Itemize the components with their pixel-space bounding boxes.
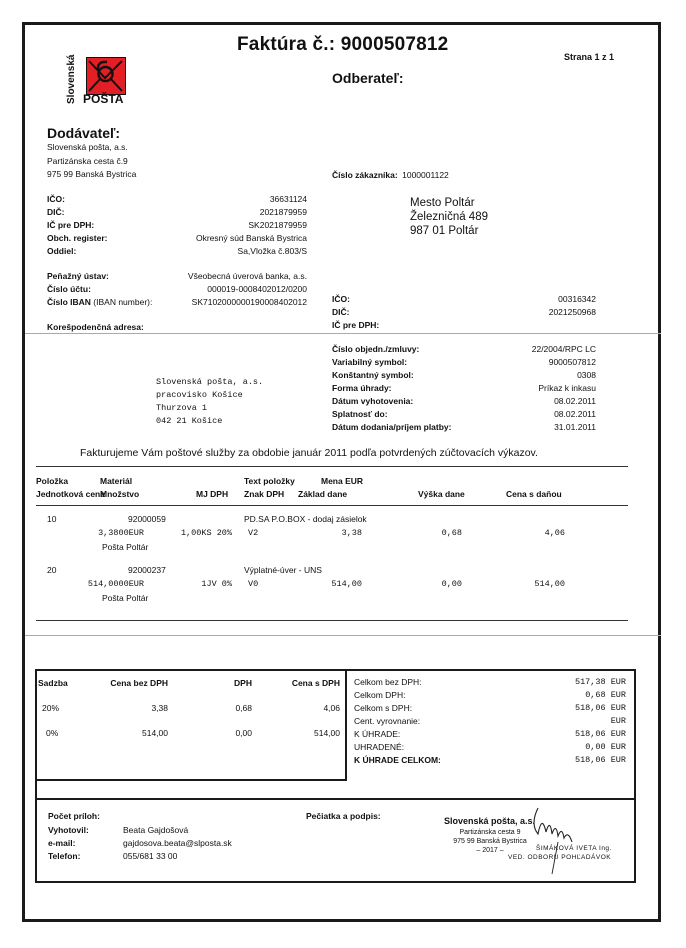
item-vat-code: V2 bbox=[248, 528, 259, 538]
item-number: 20 bbox=[47, 565, 57, 575]
item-price-with-tax: 514,00 bbox=[534, 579, 565, 589]
total-gross-label: Celkom s DPH: bbox=[354, 703, 413, 713]
correspondence-label: Korešpodenčná adresa: bbox=[47, 322, 144, 332]
supplier-icdph-label: IČ pre DPH: bbox=[47, 220, 95, 230]
table-header-rule bbox=[36, 505, 628, 506]
total-net: 517,38 EUR bbox=[574, 677, 626, 687]
total-due: 518,06 EUR bbox=[574, 755, 626, 765]
customer-dic-label: DIČ: bbox=[332, 307, 350, 317]
stamp-number: – 2017 – bbox=[476, 847, 504, 854]
total-gross: 518,06 EUR bbox=[574, 703, 626, 713]
vat-col-net: Cena bez DPH bbox=[110, 678, 168, 688]
to-pay: 518,06 EUR bbox=[574, 729, 626, 739]
phone-label: Telefon: bbox=[48, 851, 81, 861]
item-tax-amount: 0,00 bbox=[441, 579, 462, 589]
item-unit-price: 514,0000EUR bbox=[87, 579, 144, 589]
col-mj-dph: MJ DPH bbox=[196, 489, 229, 499]
supplier-ico-label: IČO: bbox=[47, 194, 65, 204]
customer-name: Mesto Poltár bbox=[410, 197, 475, 209]
item-tax-base: 514,00 bbox=[331, 579, 362, 589]
item-qty: 1,00KS 20% bbox=[180, 528, 232, 538]
variable-symbol-label: Variabilný symbol: bbox=[332, 357, 408, 367]
attachments-label: Počet príloh: bbox=[48, 811, 100, 821]
total-vat-label: Celkom DPH: bbox=[354, 690, 406, 700]
email-label: e-mail: bbox=[48, 838, 76, 848]
supplier-section: Sa,Vložka č.803/S bbox=[237, 246, 307, 256]
signer-name: ŠIMÁKOVÁ IVETA Ing. bbox=[536, 845, 612, 852]
issued-by: Beata Gajdošová bbox=[123, 825, 189, 835]
vat-gross: 4,06 bbox=[323, 703, 340, 713]
table-bottom-rule bbox=[36, 620, 628, 621]
supplier-name: Slovenská pošta, a.s. bbox=[47, 142, 128, 152]
supplier-register-label: Obch. register: bbox=[47, 233, 108, 243]
due-date: 08.02.2011 bbox=[554, 409, 596, 419]
item-vat-code: V0 bbox=[248, 579, 259, 589]
customer-ico-label: IČO: bbox=[332, 294, 350, 304]
item-text: PD.SA P.O.BOX - dodaj zásielok bbox=[244, 514, 367, 524]
col-qty: Množstvo bbox=[100, 489, 140, 499]
col-price-with-tax: Cena s daňou bbox=[506, 489, 562, 499]
order-number-label: Číslo objedn./zmluvy: bbox=[332, 344, 420, 354]
vat-gross: 514,00 bbox=[314, 728, 340, 738]
customer-dic: 2021250968 bbox=[548, 307, 596, 317]
signature-icon bbox=[528, 804, 588, 881]
iban-label-suffix: (IBAN number): bbox=[93, 297, 153, 307]
page-indicator: Strana 1 z 1 bbox=[564, 52, 615, 62]
total-vat: 0,68 EUR bbox=[585, 690, 626, 700]
vat-rate: 0% bbox=[46, 728, 59, 738]
vat-col-vat: DPH bbox=[234, 678, 252, 688]
bank-name: Všeobecná úverová banka, a.s. bbox=[187, 271, 307, 281]
customer-ico: 00316342 bbox=[558, 294, 596, 304]
to-pay-label: K ÚHRADE: bbox=[354, 729, 401, 739]
customer-icdph-label: IČ pre DPH: bbox=[332, 320, 380, 330]
iban-label bbox=[47, 297, 152, 307]
order-number: 22/2004/RPC LC bbox=[531, 344, 596, 354]
customer-number-row bbox=[332, 165, 449, 183]
customer-number-label: Číslo zákazníka: bbox=[332, 170, 398, 180]
paid: 0,00 EUR bbox=[585, 742, 626, 752]
logo-vertical-text: Slovenská bbox=[66, 54, 77, 104]
item-number: 10 bbox=[47, 514, 57, 524]
vat-net: 514,00 bbox=[142, 728, 168, 738]
page-fold-line bbox=[25, 635, 661, 636]
delivery-date: 31.01.2011 bbox=[554, 422, 596, 432]
col-material: Materiál bbox=[100, 476, 133, 486]
stamp-street: Partizánska cesta 9 bbox=[459, 829, 521, 836]
item-place: Pošta Poltár bbox=[102, 593, 149, 603]
constant-symbol: 0308 bbox=[577, 370, 596, 380]
item-material: 92000237 bbox=[128, 565, 166, 575]
corr-line-4: 042 21 Košice bbox=[156, 416, 223, 426]
payment-method: Príkaz k inkasu bbox=[538, 383, 596, 393]
col-polozka: Položka bbox=[36, 476, 69, 486]
item-tax-base: 3,38 bbox=[341, 528, 362, 538]
signer-title: VED. ODBORU POHĽADÁVOK bbox=[508, 854, 612, 861]
supplier-dic-label: DIČ: bbox=[47, 207, 65, 217]
stamp-company: Slovenská pošta, a.s. bbox=[444, 816, 536, 826]
item-material: 92000059 bbox=[128, 514, 166, 524]
bank-label: Peňažný ústav: bbox=[47, 271, 109, 281]
item-qty: 1JV 0% bbox=[201, 579, 232, 589]
supplier-heading: Dodávateľ: bbox=[47, 125, 121, 141]
payment-method-label: Forma úhrady: bbox=[332, 383, 392, 393]
issue-date-label: Dátum vyhotovenia: bbox=[332, 396, 414, 406]
col-tax-base: Základ dane bbox=[298, 489, 348, 499]
supplier-ico: 36631124 bbox=[269, 194, 307, 204]
vat-amount: 0,68 bbox=[235, 703, 252, 713]
stamp-city: 975 99 Banská Bystrica bbox=[453, 838, 527, 845]
stamp-label: Pečiatka a podpis: bbox=[306, 811, 381, 821]
posta-logo-icon bbox=[86, 57, 126, 95]
item-price-with-tax: 4,06 bbox=[544, 528, 565, 538]
vat-col-gross: Cena s DPH bbox=[291, 678, 340, 688]
account-label: Číslo účtu: bbox=[47, 284, 91, 294]
logo-word: POŠTA bbox=[83, 92, 124, 106]
vat-col-rate: Sadzba bbox=[38, 678, 68, 688]
customer-number: 1000001122 bbox=[402, 170, 449, 180]
email[interactable]: gajdosova.beata@slposta.sk bbox=[123, 838, 232, 848]
iban-label-bold: Číslo IBAN bbox=[47, 297, 91, 307]
supplier-icdph: SK2021879959 bbox=[248, 220, 307, 230]
phone: 055/681 33 00 bbox=[123, 851, 178, 861]
item-tax-amount: 0,68 bbox=[441, 528, 462, 538]
account-number: 000019-0008402012/0200 bbox=[207, 284, 307, 294]
col-mena: Mena EUR bbox=[321, 476, 364, 486]
issue-date: 08.02.2011 bbox=[554, 396, 596, 406]
item-unit-price: 3,3800EUR bbox=[98, 528, 144, 538]
corr-line-3: Thurzova 1 bbox=[156, 403, 208, 413]
vat-net: 3,38 bbox=[151, 703, 168, 713]
total-due-label: K ÚHRADE CELKOM: bbox=[354, 755, 441, 765]
supplier-section-label: Oddiel: bbox=[47, 246, 77, 256]
supplier-street: Partizánska cesta č.9 bbox=[47, 156, 128, 166]
vat-rate: 20% bbox=[42, 703, 60, 713]
corr-line-1: Slovenská pošta, a.s. bbox=[156, 377, 264, 387]
variable-symbol: 9000507812 bbox=[548, 357, 596, 367]
item-text: Výplatné-úver - UNS bbox=[244, 565, 322, 575]
vat-amount: 0,00 bbox=[235, 728, 252, 738]
customer-street: Železničná 489 bbox=[410, 211, 488, 223]
col-unit-price: Jednotková cena bbox=[36, 489, 105, 499]
rounding-label: Cent. vyrovnanie: bbox=[354, 716, 421, 726]
supplier-city: 975 99 Banská Bystrica bbox=[47, 169, 137, 179]
rounding: EUR bbox=[610, 716, 626, 726]
col-tax-amount: Výška dane bbox=[418, 489, 465, 499]
invoice-intro: Fakturujeme Vám poštové služby za obdobie január 2011 podľa potvrdených zúčtovacích výkazov. bbox=[80, 447, 538, 459]
invoice-title: Faktúra č.: 9000507812 bbox=[237, 34, 449, 55]
col-text: Text položky bbox=[244, 476, 295, 486]
item-place: Pošta Poltár bbox=[102, 542, 149, 552]
issued-by-label: Vyhotovil: bbox=[48, 825, 89, 835]
customer-city: 987 01 Poltár bbox=[410, 225, 479, 237]
col-vat-code: Znak DPH bbox=[244, 489, 285, 499]
paid-label: UHRADENÉ: bbox=[354, 742, 405, 752]
corr-line-2: pracovisko Košice bbox=[156, 390, 243, 400]
supplier-dic: 2021879959 bbox=[259, 207, 307, 217]
table-top-rule bbox=[36, 466, 628, 467]
section-divider bbox=[25, 333, 661, 334]
due-date-label: Splatnosť do: bbox=[332, 409, 388, 419]
customer-heading: Odberateľ: bbox=[332, 70, 404, 86]
delivery-date-label: Dátum dodania/príjem platby: bbox=[332, 422, 452, 432]
supplier-register: Okresný súd Banská Bystrica bbox=[195, 233, 307, 243]
constant-symbol-label: Konštantný symbol: bbox=[332, 370, 414, 380]
iban-number: SK7102000000190008402012 bbox=[191, 297, 307, 307]
total-net-label: Celkom bez DPH: bbox=[354, 677, 422, 687]
